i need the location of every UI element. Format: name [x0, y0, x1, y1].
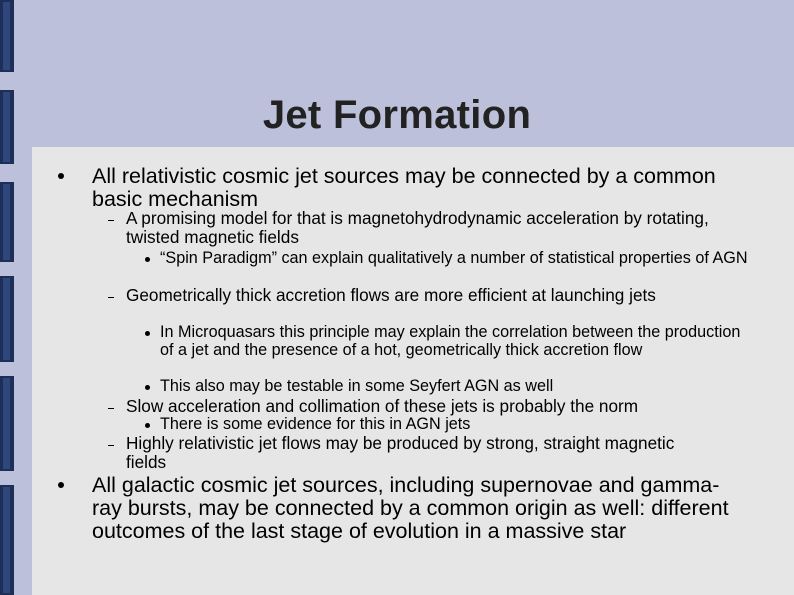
bullet-dot-icon: [145, 331, 150, 336]
bullet-dash-icon: [108, 297, 114, 298]
bullet-dash-icon: [108, 445, 114, 446]
bullet-dash-icon: [108, 408, 114, 409]
bullet-item: There is some evidence for this in AGN jets: [160, 415, 471, 433]
bullet-dot-icon: [145, 423, 150, 428]
bullet-dot-icon: [58, 173, 64, 179]
bullet-item: All relativistic cosmic jet sources may be connected by a common basic mechanism: [92, 164, 716, 211]
bullet-item: Geometrically thick accretion flows are more efficient at launching jets: [126, 285, 656, 305]
slide-title: Jet Formation: [262, 92, 532, 137]
bullet-dot-icon: [58, 482, 64, 488]
bullet-item: Slow acceleration and collimation of these jets is probably the norm: [126, 396, 639, 416]
bullet-item: A promising model for that is magnetohydrodynamic acceleration by rotating, twisted magnetic fields: [126, 208, 709, 247]
bullet-dash-icon: [108, 220, 114, 221]
bullet-dot-icon: [145, 385, 150, 390]
bullet-item: “Spin Paradigm” can explain qualitatively a number of statistical properties of AGN: [160, 249, 748, 267]
bullet-item: Highly relativistic jet flows may be produced by strong, straight magnetic fields: [126, 433, 675, 472]
bullet-item: In Microquasars this principle may explain the correlation between the production of a jet and the presence of a hot, geometrically thick accretion flow: [160, 323, 741, 359]
bullet-item: All galactic cosmic jet sources, including supernovae and gamma-ray bursts, may be connected by a common origin as well: different outcomes of the last stage of evolution in a massive star: [92, 473, 729, 543]
bullet-dot-icon: [145, 257, 150, 262]
bullet-item: This also may be testable in some Seyfert AGN as well: [160, 377, 554, 395]
